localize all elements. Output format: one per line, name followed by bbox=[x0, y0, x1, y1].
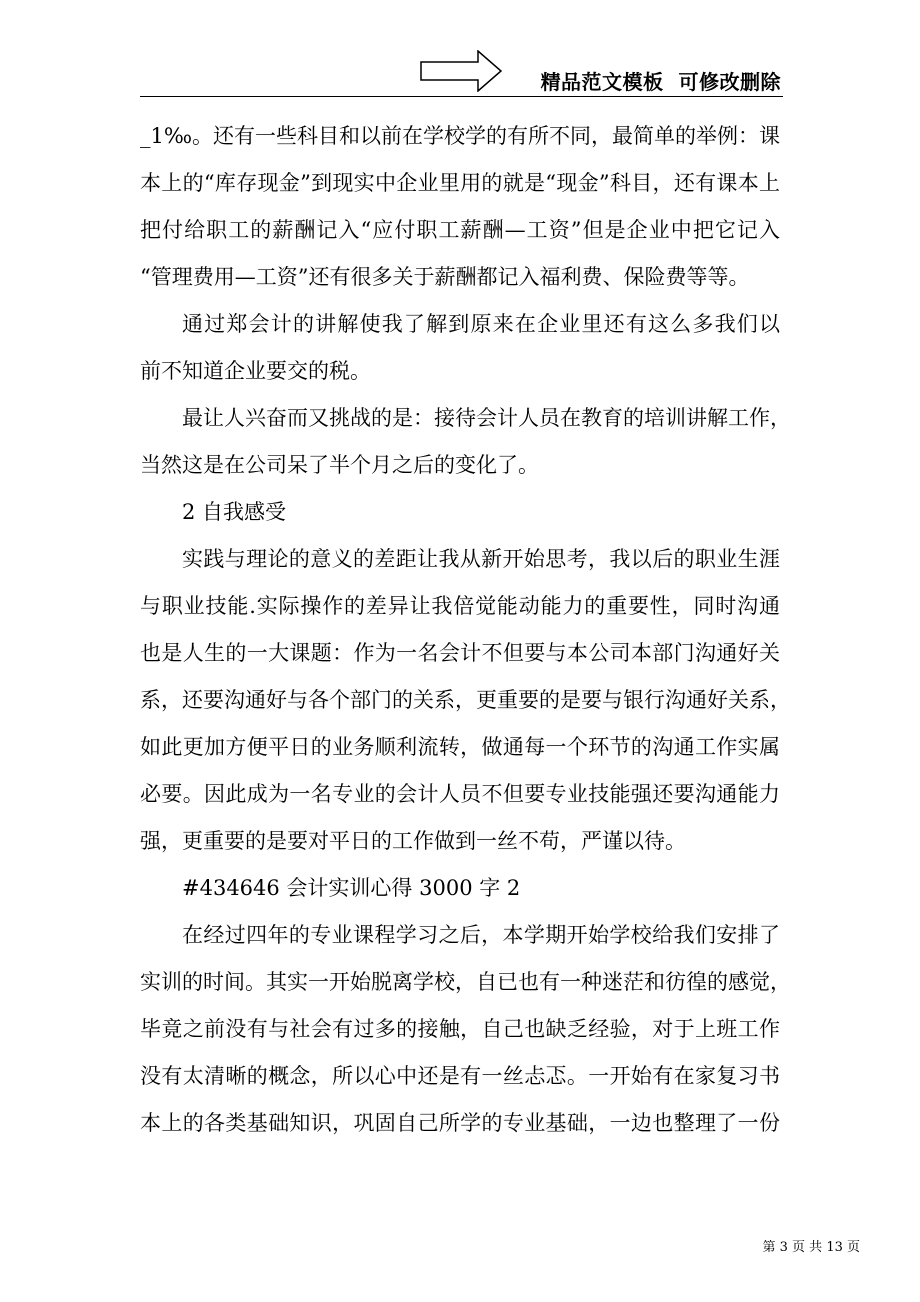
body-line: “管理费用—工资”还有很多关于薪酬都记入福利费、保险费等等。 bbox=[140, 265, 750, 289]
body-line: 实践与理论的意义的差距让我从新开始思考，我以后的职业生涯 bbox=[182, 547, 780, 571]
body-line: _1‰。还有一些科目和以前在学校学的有所不同，最简单的举例：课 bbox=[140, 124, 781, 148]
body-line: 毕竟之前没有与社会有过多的接触，自己也缺乏经验，对于上班工作 bbox=[140, 1017, 780, 1041]
page-number: 第 3 页 共 13 页 bbox=[762, 1240, 860, 1255]
body-line: 本上的各类基础知识，巩固自己所学的专业基础，一边也整理了一份 bbox=[140, 1111, 780, 1135]
body-line: 本上的“库存现金”到现实中企业里用的就是“现金”科目，还有课本上 bbox=[140, 171, 780, 195]
body-line: 如此更加方便平日的业务顺利流转，做通每一个环节的沟通工作实属 bbox=[140, 735, 780, 759]
body-line: 没有太清晰的概念，所以心中还是有一丝忐忑。一开始有在家复习书 bbox=[140, 1064, 780, 1088]
header-divider bbox=[140, 96, 783, 97]
body-line: 也是人生的一大课题：作为一名会计不但要与本公司本部门沟通好关 bbox=[140, 641, 780, 665]
body-line: 实训的时间。其实一开始脱离学校，自已也有一种迷茫和彷徨的感觉， bbox=[140, 970, 791, 994]
header-title: 精品范文模板 可修改删除 bbox=[540, 70, 781, 94]
body-line: 当然这是在公司呆了半个月之后的变化了。 bbox=[140, 453, 539, 477]
body-line: 把付给职工的薪酬记入“应付职工薪酬—工资”但是企业中把它记入 bbox=[140, 218, 780, 242]
body-line: 通过郑会计的讲解使我了解到原来在企业里还有这么多我们以 bbox=[182, 312, 780, 336]
body-line: 必要。因此成为一名专业的会计人员不但要专业技能强还要沟通能力 bbox=[140, 782, 780, 806]
section-heading: #434646 会计实训心得 3000 字 2 bbox=[182, 876, 521, 900]
page-header bbox=[140, 50, 783, 98]
body-line: 强，更重要的是要对平日的工作做到一丝不苟，严谨以待。 bbox=[140, 829, 686, 853]
body-line: 前不知道企业要交的税。 bbox=[140, 359, 371, 383]
right-arrow-icon bbox=[420, 50, 502, 92]
body-line: 最让人兴奋而又挑战的是：接待会计人员在教育的培训讲解工作， bbox=[182, 406, 791, 430]
body-line: 系，还要沟通好与各个部门的关系，更重要的是要与银行沟通好关系， bbox=[140, 688, 791, 712]
body-line: 在经过四年的专业课程学习之后，本学期开始学校给我们安排了 bbox=[182, 923, 780, 947]
document-body bbox=[140, 118, 791, 1152]
section-heading: 2 自我感受 bbox=[182, 500, 287, 524]
body-line: 与职业技能.实际操作的差异让我倍觉能动能力的重要性，同时沟通 bbox=[140, 594, 780, 618]
